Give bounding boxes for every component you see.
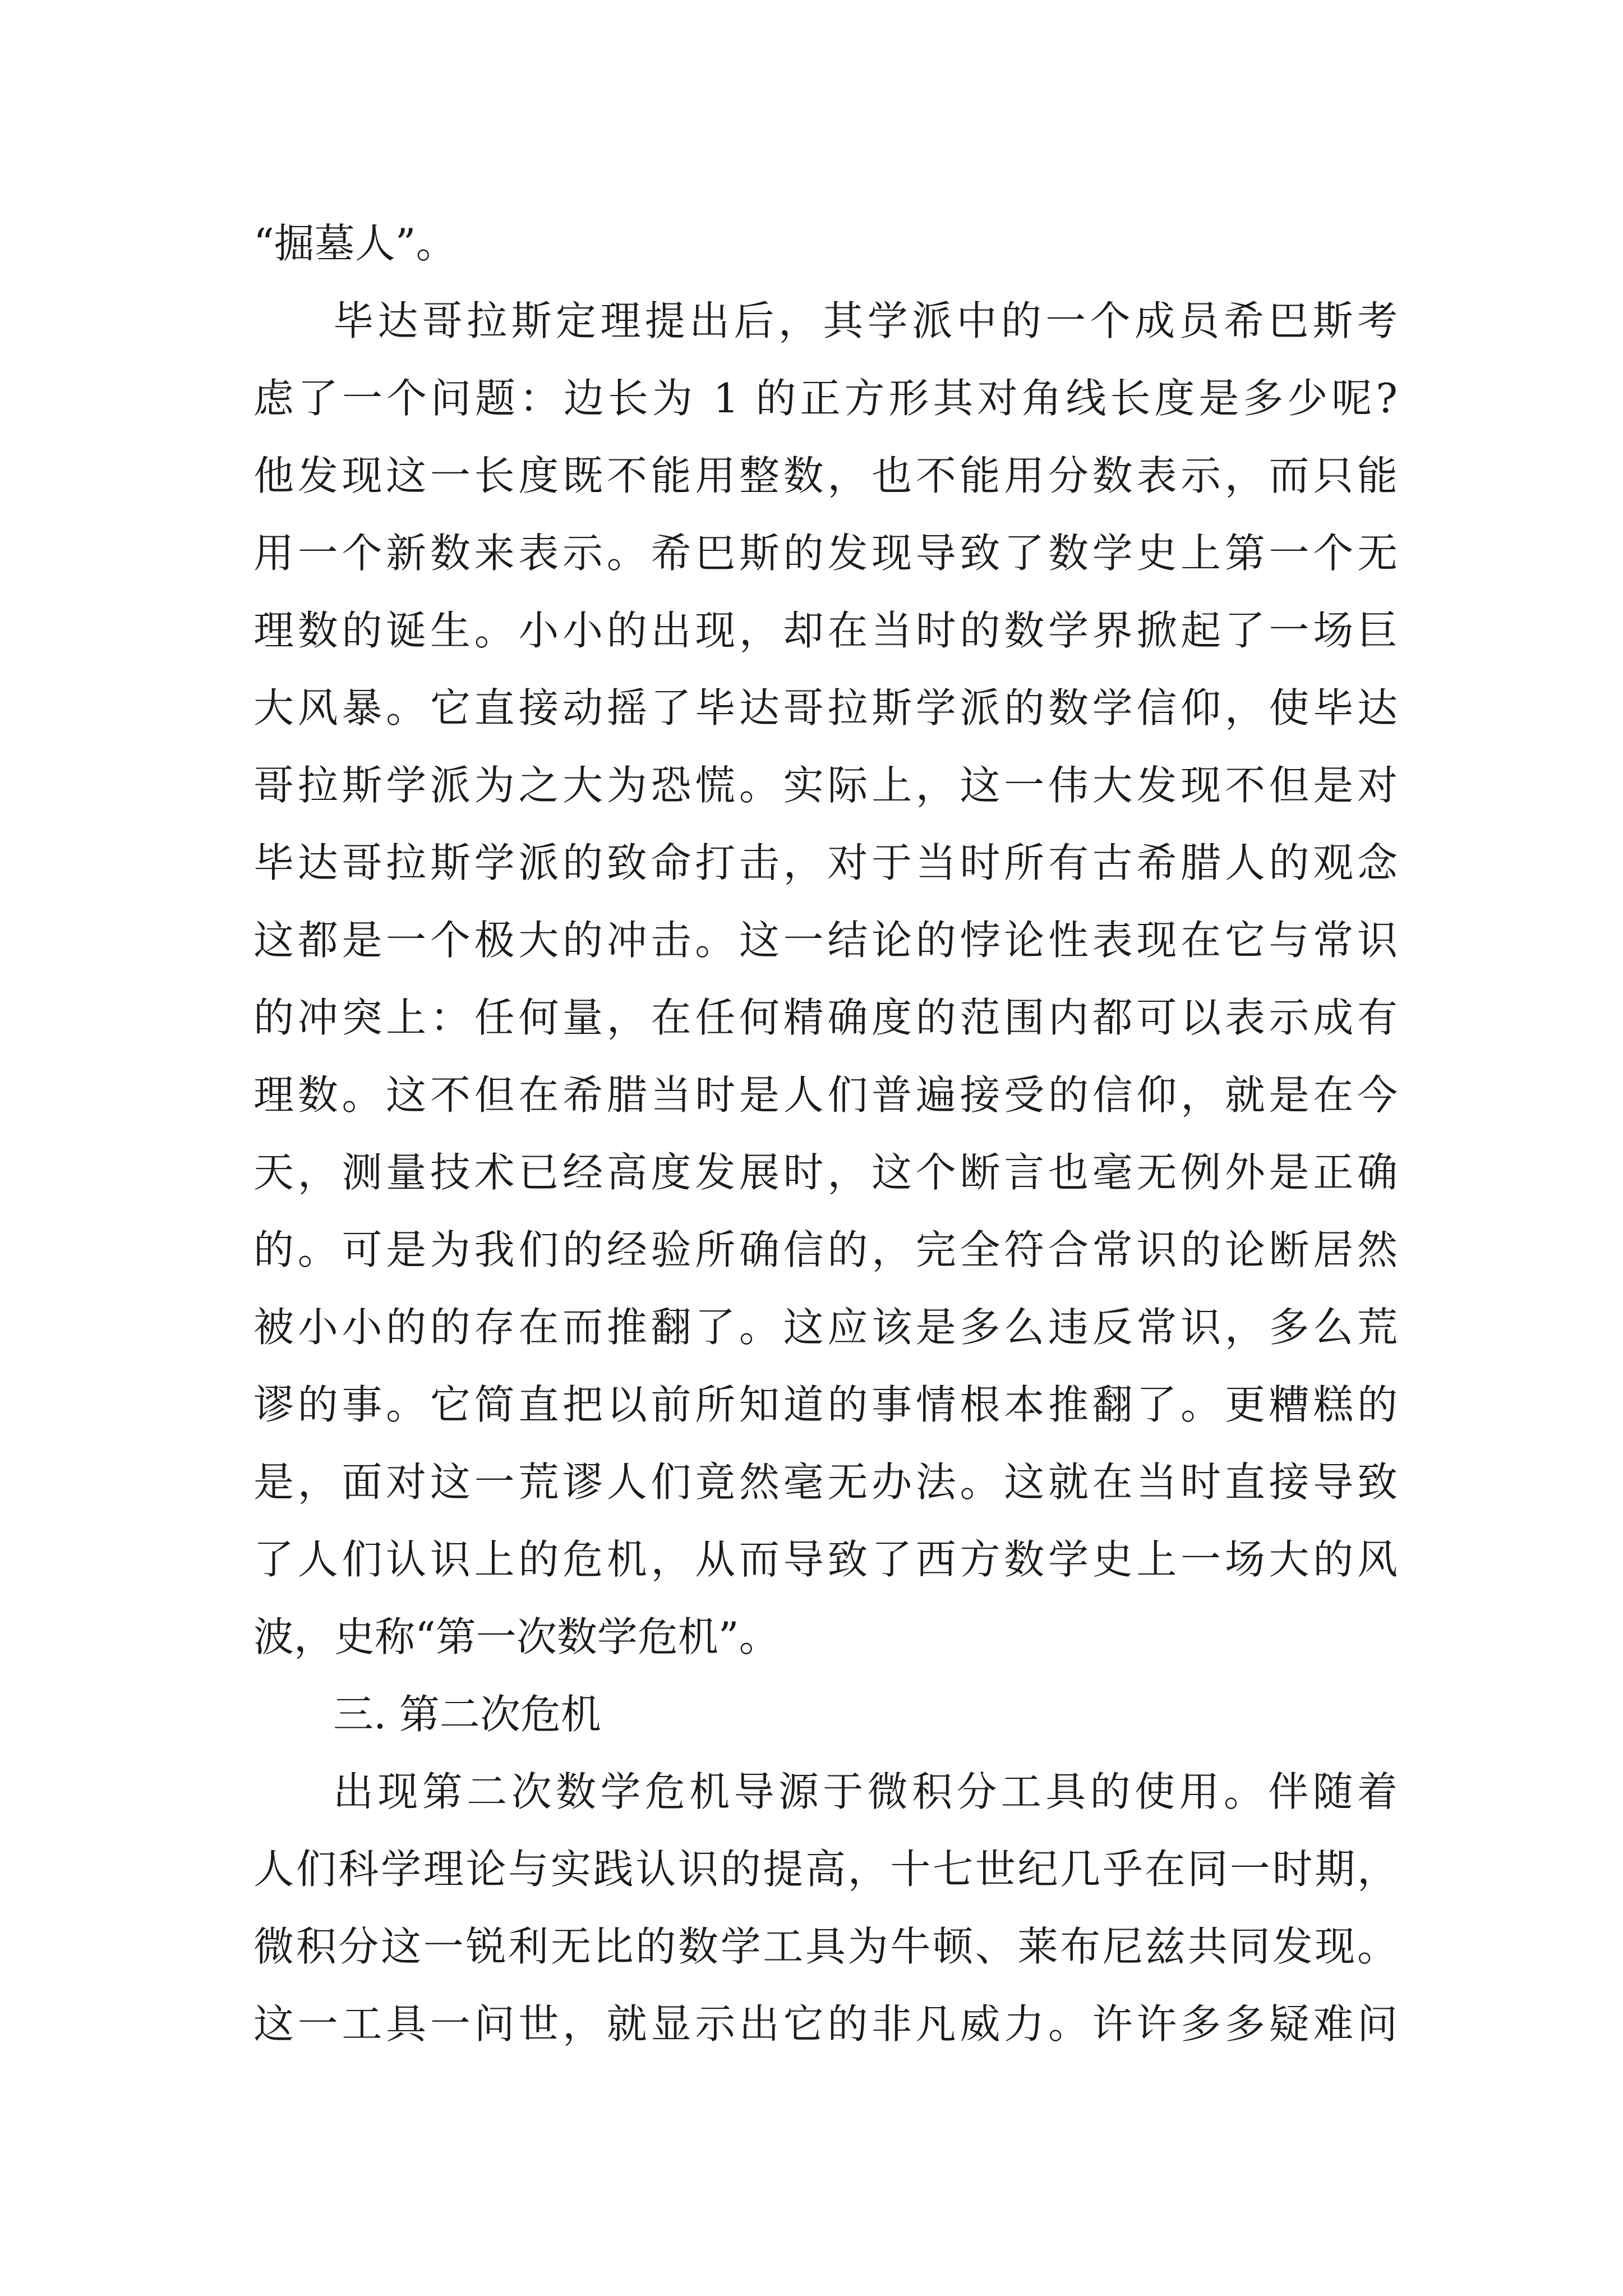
text-line: 的冲突上：任何量，在任何精确度的范围内都可以表示成有 xyxy=(253,994,1398,1041)
text-line: 天，测量技术已经高度发展时，这个断言也毫无例外是正确 xyxy=(253,1149,1398,1196)
text-line: 大风暴。它直接动摇了毕达哥拉斯学派的数学信仰，使毕达 xyxy=(253,684,1398,731)
text-line: 这都是一个极大的冲击。这一结论的悖论性表现在它与常识 xyxy=(253,917,1398,964)
text-line: 波，史称“第一次数学危机”。 xyxy=(253,1613,780,1660)
text-line: 理数。这不但在希腊当时是人们普遍接受的信仰，就是在今 xyxy=(253,1071,1398,1119)
text-line: 了人们认识上的危机，从而导致了西方数学史上一场大的风 xyxy=(253,1536,1398,1583)
paragraph-first-line: 出现第二次数学危机导源于微积分工具的使用。伴随着 xyxy=(333,1768,1398,1815)
text-line: 谬的事。它简直把以前所知道的事情根本推翻了。更糟糕的 xyxy=(253,1381,1398,1428)
section-heading: 三. 第二次危机 xyxy=(333,1691,601,1738)
text-line: 微积分这一锐利无比的数学工具为牛顿、莱布尼兹共同发现。 xyxy=(253,1923,1398,1970)
text-line: 用一个新数来表示。希巴斯的发现导致了数学史上第一个无 xyxy=(253,530,1398,577)
text-line: 他发现这一长度既不能用整数，也不能用分数表示，而只能 xyxy=(253,452,1398,499)
text-line: 人们科学理论与实践认识的提高，十七世纪几乎在同一时期， xyxy=(253,1846,1398,1893)
text-line: “掘墓人”。 xyxy=(253,220,457,267)
text-line: 理数的诞生。小小的出现，却在当时的数学界掀起了一场巨 xyxy=(253,607,1398,654)
text-line: 这一工具一问世，就显示出它的非凡威力。许许多多疑难问 xyxy=(253,2000,1398,2047)
text-line: 是，面对这一荒谬人们竟然毫无办法。这就在当时直接导致 xyxy=(253,1458,1398,1506)
text-line: 毕达哥拉斯学派的致命打击，对于当时所有古希腊人的观念 xyxy=(253,839,1398,886)
text-line: 被小小的的存在而推翻了。这应该是多么违反常识，多么荒 xyxy=(253,1304,1398,1351)
paragraph-first-line: 毕达哥拉斯定理提出后，其学派中的一个成员希巴斯考 xyxy=(333,297,1398,344)
text-line: 的。可是为我们的经验所确信的，完全符合常识的论断居然 xyxy=(253,1226,1398,1273)
text-line: 虑了一个问题：边长为 1 的正方形其对角线长度是多少呢? xyxy=(253,375,1398,422)
text-line: 哥拉斯学派为之大为恐慌。实际上，这一伟大发现不但是对 xyxy=(253,762,1398,809)
